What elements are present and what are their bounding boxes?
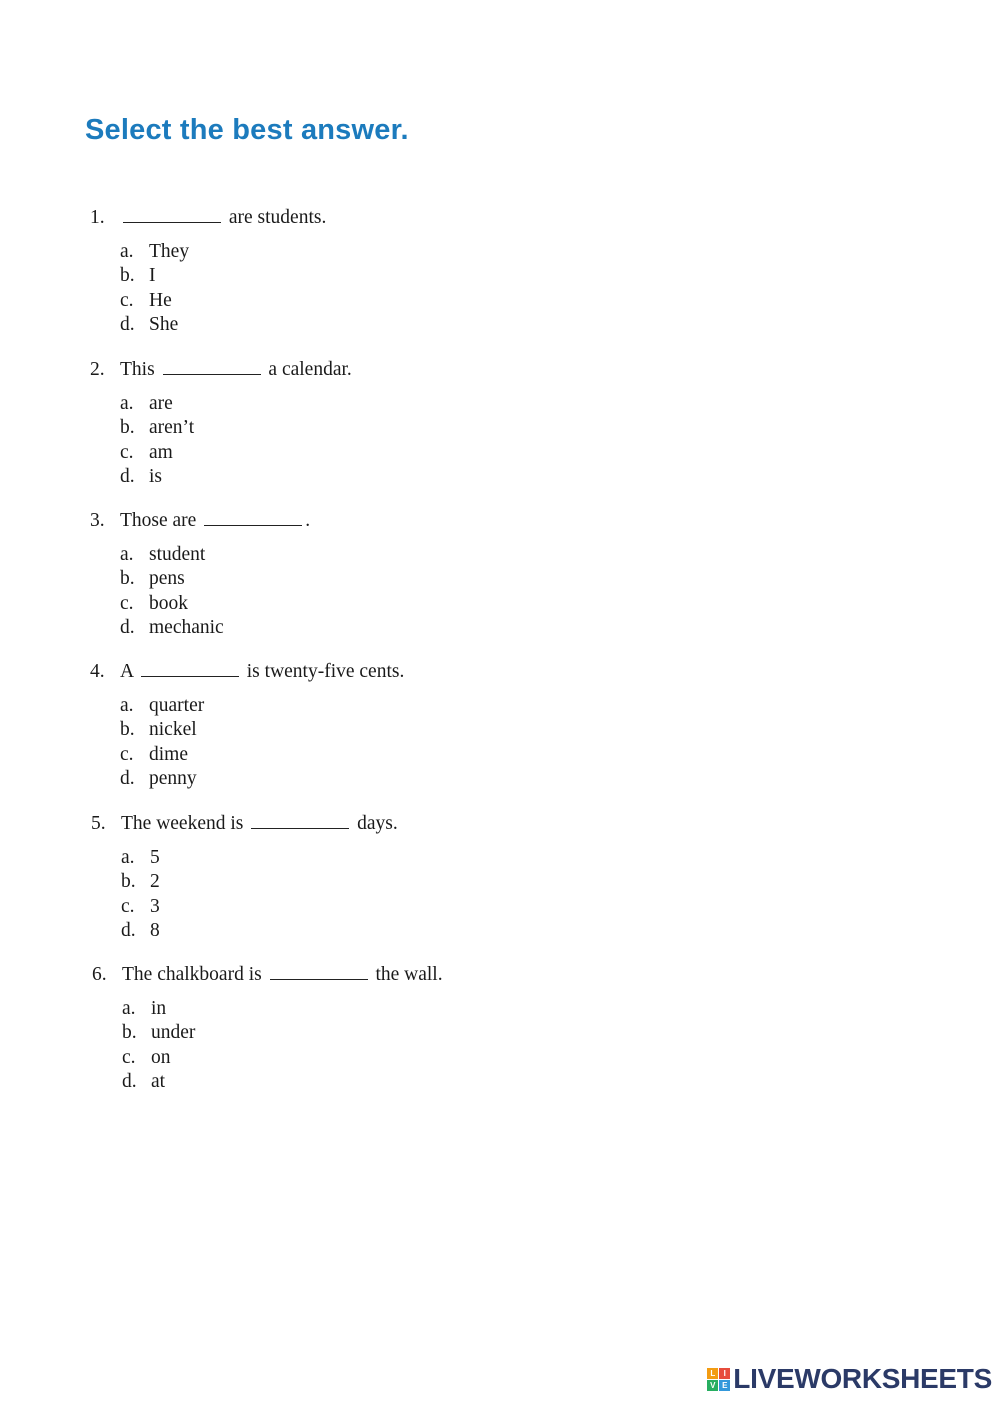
question-4 xyxy=(90,658,690,791)
option-text: are xyxy=(149,393,173,414)
option-item[interactable] xyxy=(121,870,691,894)
question-stem xyxy=(90,658,690,684)
option-letter: a. xyxy=(122,998,136,1019)
option-letter: b. xyxy=(122,1022,137,1044)
stem-after: a calendar. xyxy=(268,359,352,380)
stem-after: . xyxy=(305,510,311,531)
option-text: under xyxy=(151,1022,196,1044)
stem-before: Those are xyxy=(120,510,197,531)
option-text: quarter xyxy=(149,695,205,716)
option-item[interactable] xyxy=(120,289,690,313)
option-letter: b. xyxy=(120,417,135,439)
option-letter: b. xyxy=(120,568,135,590)
brand-mark-i: I xyxy=(719,1368,730,1379)
question-2 xyxy=(90,356,690,489)
option-text: I xyxy=(149,265,156,287)
option-item[interactable] xyxy=(121,919,691,943)
option-item[interactable] xyxy=(122,1070,692,1094)
option-letter: c. xyxy=(120,743,134,765)
question-1 xyxy=(90,204,690,337)
option-letter: a. xyxy=(121,847,135,868)
question-5 xyxy=(91,810,691,943)
option-text: in xyxy=(151,998,167,1019)
brand-mark-l: L xyxy=(707,1368,718,1379)
option-item[interactable] xyxy=(121,895,691,919)
answer-blank[interactable] xyxy=(270,961,368,980)
option-item[interactable] xyxy=(120,767,690,791)
option-text: penny xyxy=(149,767,197,789)
option-item[interactable] xyxy=(120,240,690,264)
stem-after: days. xyxy=(357,813,398,834)
option-letter: d. xyxy=(120,313,135,335)
option-text: They xyxy=(149,241,190,262)
option-letter: b. xyxy=(121,871,136,893)
option-text: is xyxy=(149,465,163,487)
option-item[interactable] xyxy=(120,264,690,288)
question-3 xyxy=(90,507,690,640)
question-number: 3. xyxy=(90,510,105,531)
option-letter: c. xyxy=(120,592,134,614)
option-letter: a. xyxy=(120,695,134,716)
options-list xyxy=(90,240,690,337)
question-stem xyxy=(90,356,690,382)
option-letter: d. xyxy=(120,465,135,487)
option-item[interactable] xyxy=(120,392,690,416)
question-6 xyxy=(92,961,692,1094)
question-number: 1. xyxy=(90,207,105,228)
option-letter: c. xyxy=(122,1046,136,1068)
option-item[interactable] xyxy=(122,1046,692,1070)
answer-blank[interactable] xyxy=(204,507,302,526)
option-letter: d. xyxy=(120,616,135,638)
option-item[interactable] xyxy=(120,694,690,718)
option-letter: a. xyxy=(120,241,134,262)
option-letter: a. xyxy=(120,544,134,565)
option-text: 3 xyxy=(150,895,160,917)
options-list xyxy=(90,392,690,489)
brand-mark-v: V xyxy=(707,1380,718,1391)
option-item[interactable] xyxy=(121,846,691,870)
options-list xyxy=(92,997,692,1094)
stem-before: A xyxy=(120,661,134,682)
option-item[interactable] xyxy=(120,543,690,567)
stem-after: are students. xyxy=(228,207,327,228)
option-text: dime xyxy=(149,743,188,765)
answer-blank[interactable] xyxy=(251,810,349,829)
option-text: mechanic xyxy=(149,616,224,638)
option-text: on xyxy=(151,1046,171,1068)
brand-mark-e: E xyxy=(719,1380,730,1391)
option-item[interactable] xyxy=(120,567,690,591)
option-text: 8 xyxy=(150,919,160,941)
option-item[interactable] xyxy=(120,718,690,742)
question-number: 5. xyxy=(91,813,106,834)
stem-after: the wall. xyxy=(375,964,443,985)
option-letter: d. xyxy=(120,767,135,789)
option-text: aren’t xyxy=(149,417,195,439)
option-letter: d. xyxy=(122,1070,137,1092)
option-text: 5 xyxy=(150,847,160,868)
option-letter: c. xyxy=(120,289,134,311)
option-letter: a. xyxy=(120,393,134,414)
question-number: 6. xyxy=(92,964,107,985)
options-list xyxy=(90,543,690,640)
answer-blank[interactable] xyxy=(123,204,221,223)
option-text: book xyxy=(149,592,188,614)
brand-name: LIVEWORKSHEETS xyxy=(733,1363,992,1394)
question-stem xyxy=(90,204,690,230)
option-item[interactable] xyxy=(120,743,690,767)
answer-blank[interactable] xyxy=(163,356,261,375)
liveworksheets-logo xyxy=(707,1364,992,1394)
option-letter: b. xyxy=(120,265,135,287)
question-stem xyxy=(91,810,691,836)
options-list xyxy=(90,694,690,791)
option-text: am xyxy=(149,441,173,463)
option-text: She xyxy=(149,313,179,335)
question-number: 4. xyxy=(90,661,105,682)
option-text: at xyxy=(151,1070,166,1092)
option-letter: b. xyxy=(120,719,135,741)
stem-before: The weekend is xyxy=(121,813,244,834)
option-item[interactable] xyxy=(120,592,690,616)
option-letter: c. xyxy=(120,441,134,463)
option-item[interactable] xyxy=(120,441,690,465)
option-text: nickel xyxy=(149,719,197,741)
option-item[interactable] xyxy=(122,1021,692,1045)
option-text: student xyxy=(149,544,206,565)
question-stem xyxy=(92,961,692,987)
question-stem xyxy=(90,507,690,533)
option-text: pens xyxy=(149,568,185,590)
option-item[interactable] xyxy=(120,465,690,489)
option-text: 2 xyxy=(150,871,160,893)
option-letter: c. xyxy=(121,895,135,917)
option-item[interactable] xyxy=(120,416,690,440)
option-item[interactable] xyxy=(122,997,692,1021)
option-letter: d. xyxy=(121,919,136,941)
question-number: 2. xyxy=(90,359,105,380)
stem-before: This xyxy=(120,359,155,380)
option-item[interactable] xyxy=(120,313,690,337)
page-title: Select the best answer. xyxy=(85,114,409,146)
stem-before: The chalkboard is xyxy=(122,964,262,985)
brand-mark-icon xyxy=(707,1368,730,1391)
option-item[interactable] xyxy=(120,616,690,640)
options-list xyxy=(91,846,691,943)
stem-after: is twenty-five cents. xyxy=(246,661,405,682)
answer-blank[interactable] xyxy=(141,658,239,677)
option-text: He xyxy=(149,289,172,311)
